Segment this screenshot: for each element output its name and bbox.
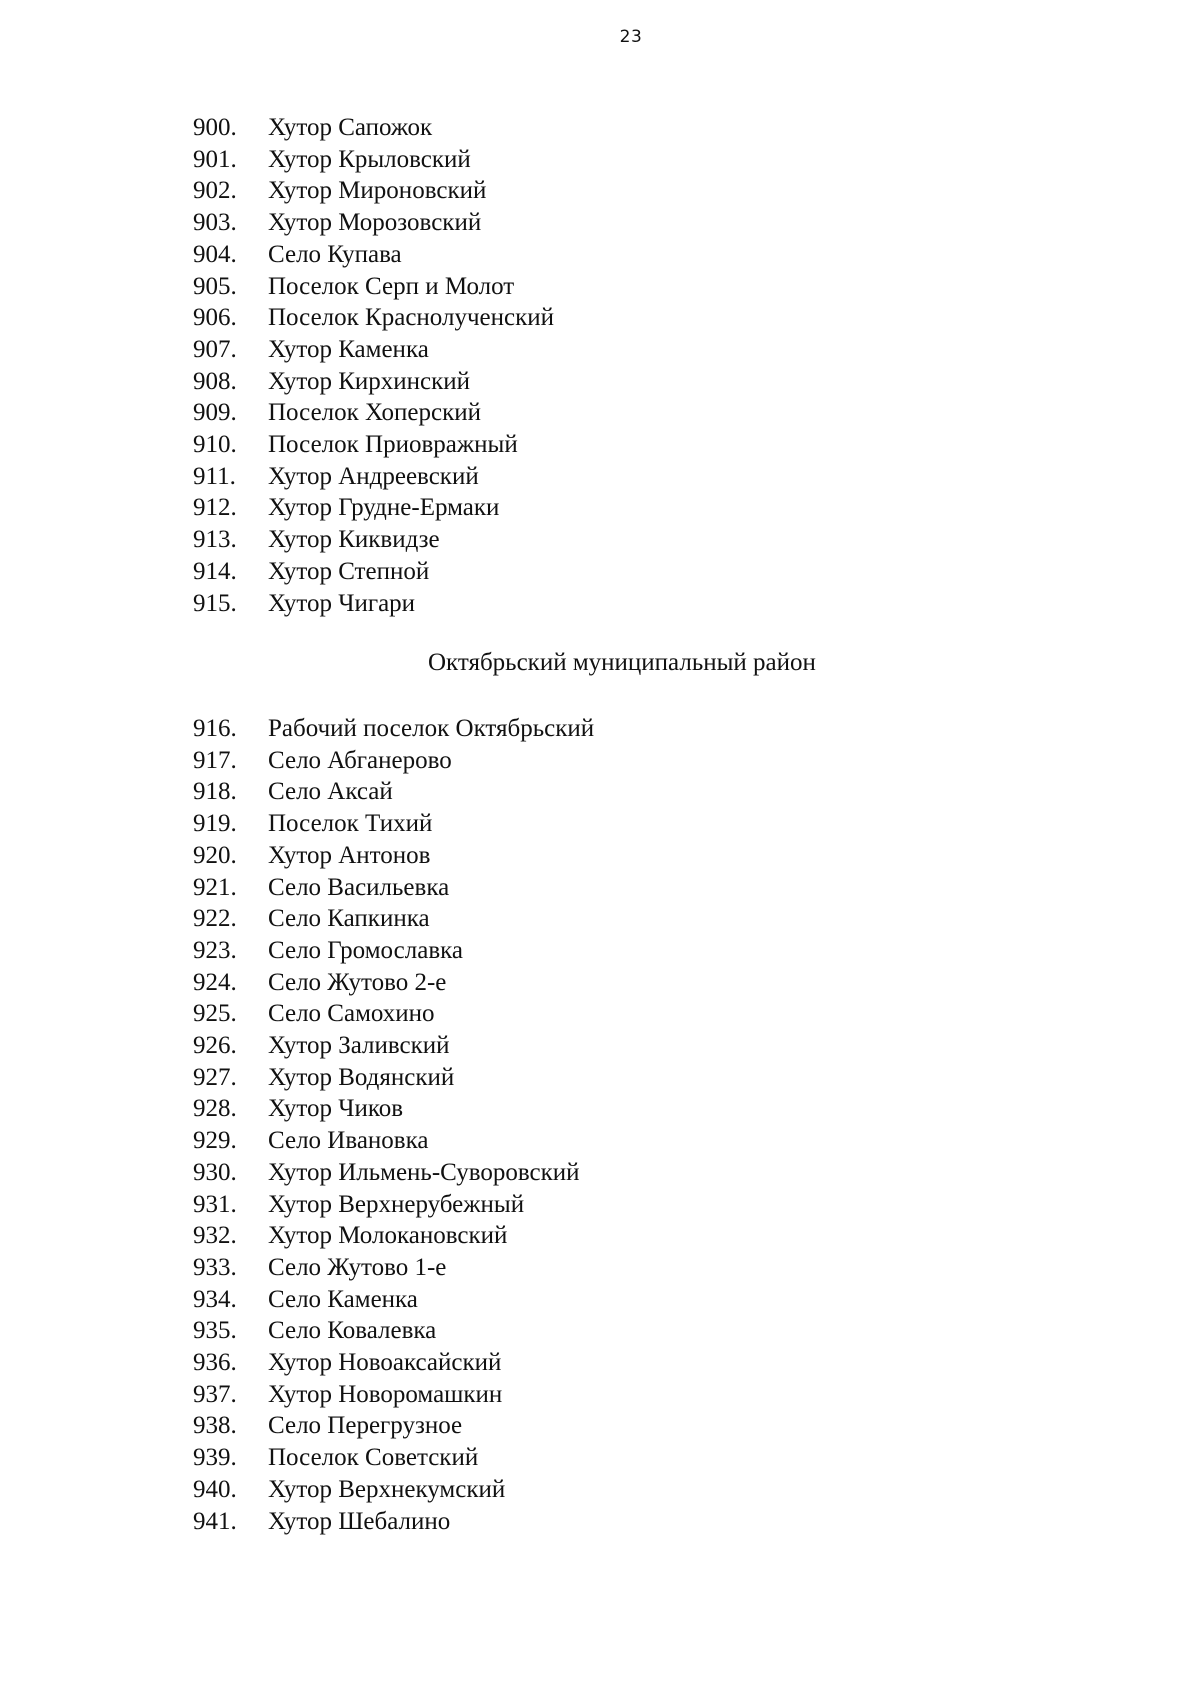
list-item	[193, 588, 554, 620]
item-number: 907.	[193, 335, 237, 363]
settlement-name: Село Громославка	[268, 936, 463, 964]
item-number: 900.	[193, 114, 237, 141]
item-number: 906.	[193, 304, 237, 332]
settlement-name: Хутор Новоаксайский	[268, 1349, 502, 1377]
list-item	[193, 1093, 594, 1125]
item-number: 923.	[193, 936, 237, 964]
item-number: 903.	[193, 209, 237, 237]
item-number: 927.	[193, 1063, 237, 1091]
list-item	[193, 998, 594, 1030]
settlement-name: Хутор Водянский	[268, 1063, 455, 1091]
list-item	[193, 713, 594, 745]
settlement-name: Поселок Тихий	[268, 810, 433, 838]
list-item	[193, 271, 554, 303]
list-item	[193, 1252, 594, 1284]
settlement-name: Село Аксай	[268, 778, 393, 806]
list-item	[193, 492, 554, 524]
settlement-name: Хутор Верхнерубежный	[268, 1190, 525, 1218]
list-item	[193, 1220, 594, 1252]
settlement-name: Село Самохино	[268, 1000, 435, 1028]
item-number: 940.	[193, 1475, 237, 1503]
item-number: 934.	[193, 1285, 237, 1313]
item-number: 902.	[193, 177, 237, 205]
settlement-name: Хутор Андреевский	[268, 462, 479, 490]
list-item	[193, 1410, 594, 1442]
item-number: 937.	[193, 1380, 237, 1408]
item-number: 931.	[193, 1190, 237, 1218]
list-item	[193, 1442, 594, 1474]
list-item	[193, 1030, 594, 1062]
settlement-name: Хутор Чигари	[268, 589, 416, 617]
settlement-name: Село Купава	[268, 240, 402, 268]
item-number: 912.	[193, 494, 237, 522]
list-item	[193, 1189, 594, 1221]
settlement-name: Село Ивановка	[268, 1127, 429, 1155]
section-heading: Октябрьский муниципальный район	[428, 649, 816, 676]
list-item	[193, 239, 554, 271]
settlement-name: Хутор Чиков	[268, 1095, 404, 1123]
list-item	[193, 1284, 594, 1316]
item-number: 901.	[193, 145, 237, 173]
item-number: 939.	[193, 1444, 237, 1472]
settlement-name: Хутор Шебалино	[268, 1507, 451, 1535]
list-item	[193, 872, 594, 904]
list-item	[193, 556, 554, 588]
item-number: 925.	[193, 1000, 237, 1028]
list-item	[193, 334, 554, 366]
settlement-name: Поселок Хоперский	[268, 399, 482, 427]
settlement-name: Хутор Степной	[268, 557, 430, 585]
settlement-name: Село Жутово 1-е	[268, 1253, 447, 1281]
item-number: 904.	[193, 240, 237, 268]
item-number: 905.	[193, 272, 237, 300]
list-item	[193, 1315, 594, 1347]
list-item	[193, 808, 594, 840]
list-item	[193, 112, 554, 144]
settlement-name: Село Васильевка	[268, 873, 450, 901]
list-item	[193, 524, 554, 556]
settlement-name: Хутор Верхнекумский	[268, 1475, 506, 1503]
list-item	[193, 461, 554, 493]
item-number: 933.	[193, 1253, 237, 1281]
item-number: 936.	[193, 1349, 237, 1377]
settlement-name: Поселок Серп и Молот	[268, 272, 515, 300]
settlement-name: Хутор Новоромашкин	[268, 1380, 503, 1408]
item-number: 917.	[193, 746, 237, 774]
list-item	[193, 144, 554, 176]
item-number: 932.	[193, 1222, 237, 1250]
item-number: 928.	[193, 1095, 237, 1123]
settlement-name: Село Перегрузное	[268, 1412, 463, 1440]
item-number: 929.	[193, 1127, 237, 1155]
item-number: 909.	[193, 399, 237, 427]
settlement-name: Хутор Молокановский	[268, 1222, 508, 1250]
settlement-name: Село Капкинка	[268, 905, 430, 933]
list-item	[193, 776, 594, 808]
list-item	[193, 397, 554, 429]
item-number: 913.	[193, 526, 237, 554]
settlement-name: Село Каменка	[268, 1285, 418, 1313]
settlement-name: Хутор Кирхинский	[268, 367, 471, 395]
settlement-name: Хутор Сапожок	[268, 114, 433, 141]
settlement-name: Хутор Киквидзе	[268, 526, 440, 554]
item-number: 914.	[193, 557, 237, 585]
list-item	[193, 840, 594, 872]
list-item	[193, 1474, 594, 1506]
settlement-name: Хутор Грудне-Ермаки	[268, 494, 500, 522]
list-item	[193, 366, 554, 398]
settlement-list-a	[193, 112, 554, 619]
item-number: 921.	[193, 873, 237, 901]
list-item	[193, 1347, 594, 1379]
settlement-name: Хутор Заливский	[268, 1032, 450, 1060]
item-number: 910.	[193, 431, 237, 459]
item-number: 916.	[193, 715, 237, 742]
list-item	[193, 903, 594, 935]
settlement-name: Село Жутово 2-е	[268, 968, 447, 996]
item-number: 911.	[193, 462, 236, 490]
page-number: 23	[619, 27, 643, 47]
list-item	[193, 1379, 594, 1411]
settlement-name: Хутор Антонов	[268, 841, 431, 869]
list-item	[193, 935, 594, 967]
list-item	[193, 302, 554, 334]
settlement-name: Хутор Ильмень-Суворовский	[268, 1158, 580, 1186]
settlement-name: Рабочий поселок Октябрьский	[268, 715, 595, 742]
item-number: 919.	[193, 810, 237, 838]
list-item	[193, 967, 594, 999]
settlement-name: Поселок Приовражный	[268, 431, 518, 459]
settlement-list-b	[193, 713, 594, 1537]
list-item	[193, 1062, 594, 1094]
item-number: 926.	[193, 1032, 237, 1060]
item-number: 935.	[193, 1317, 237, 1345]
item-number: 908.	[193, 367, 237, 395]
item-number: 924.	[193, 968, 237, 996]
item-number: 938.	[193, 1412, 237, 1440]
list-item	[193, 1157, 594, 1189]
list-item	[193, 207, 554, 239]
item-number: 930.	[193, 1158, 237, 1186]
settlement-name: Село Ковалевка	[268, 1317, 437, 1345]
settlement-name: Поселок Советский	[268, 1444, 479, 1472]
settlement-name: Хутор Каменка	[268, 335, 429, 363]
settlement-name: Хутор Морозовский	[268, 209, 482, 237]
settlement-name: Хутор Мироновский	[268, 177, 487, 205]
settlement-name: Хутор Крыловский	[268, 145, 471, 173]
list-item	[193, 1125, 594, 1157]
item-number: 920.	[193, 841, 237, 869]
list-item	[193, 1506, 594, 1538]
settlement-name: Поселок Краснолученский	[268, 304, 554, 332]
settlement-name: Село Абганерово	[268, 746, 452, 774]
list-item	[193, 175, 554, 207]
item-number: 941.	[193, 1507, 237, 1535]
list-item	[193, 745, 594, 777]
item-number: 918.	[193, 778, 237, 806]
list-item	[193, 429, 554, 461]
item-number: 922.	[193, 905, 237, 933]
item-number: 915.	[193, 589, 237, 617]
